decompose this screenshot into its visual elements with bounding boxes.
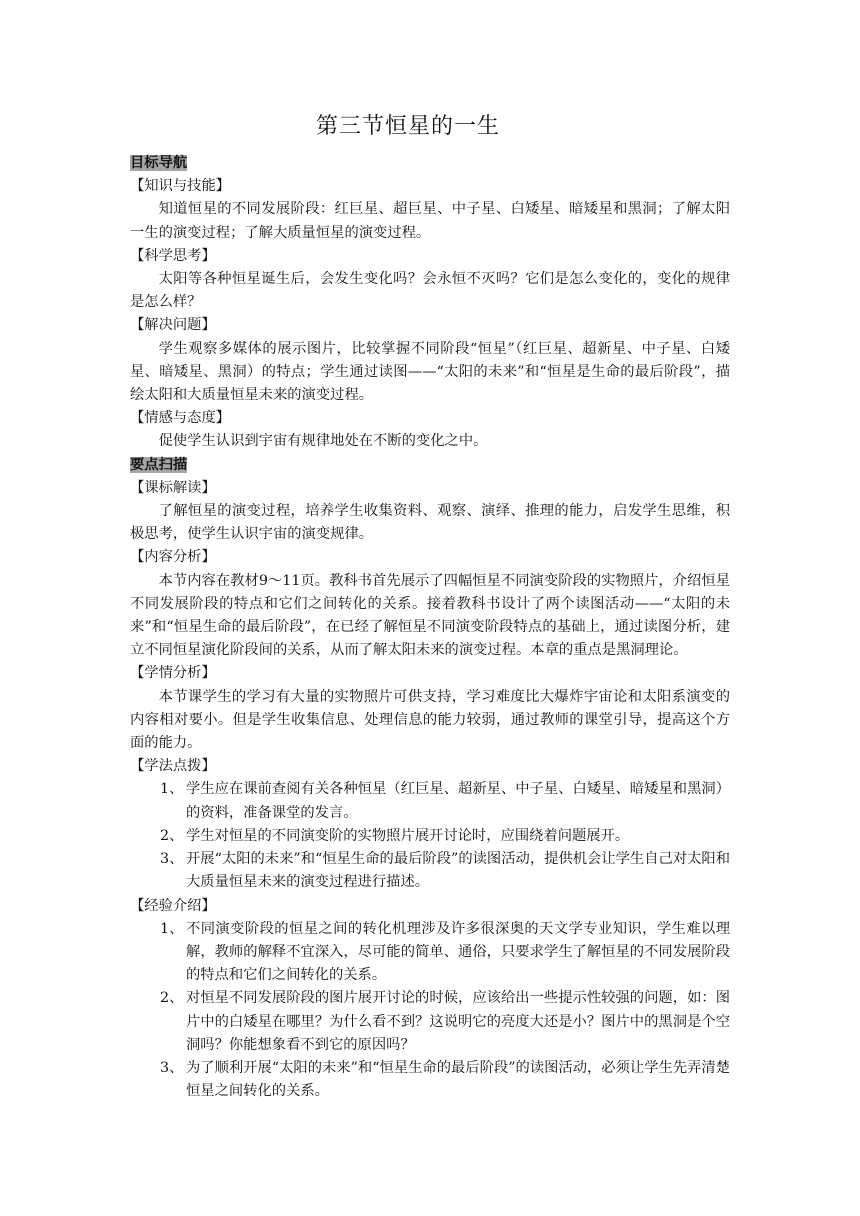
list-number: 1、 bbox=[160, 920, 184, 937]
subheading-knowledge: 【知识与技能】 bbox=[130, 178, 231, 195]
subheading-problem: 【解决问题】 bbox=[130, 317, 216, 334]
paragraph-thinking: 太阳等各种恒星诞生后，会发生变化吗？会永恒不灭吗？它们是怎么变化的，变化的规律是怎么样？ bbox=[130, 271, 730, 311]
list-item-methods-2 bbox=[130, 825, 730, 848]
page-title: 第三节恒星的一生 bbox=[315, 114, 500, 139]
list-item-experience-1 bbox=[130, 918, 730, 988]
section-heading-label: 要点扫描 bbox=[130, 456, 188, 473]
list-text: 开展“太阳的未来”和“恒星生命的最后阶段”的读图活动，提供机会让学生自己对太阳和大质量恒星未来的演变过程进行描述。 bbox=[186, 851, 730, 891]
list-item-experience-2 bbox=[130, 987, 730, 1057]
list-number: 3、 bbox=[160, 851, 184, 868]
list-number: 3、 bbox=[160, 1059, 184, 1076]
list-text: 学生应在课前查阅有关各种恒星（红巨星、超新星、中子星、白矮星、暗矮星和黑洞）的资料，准备课堂的发言。 bbox=[186, 781, 730, 821]
list-text: 为了顺利开展“太阳的未来”和“恒星生命的最后阶段”的读图活动，必须让学生先弄清楚恒星之间转化的关系。 bbox=[186, 1059, 730, 1100]
list-text: 对恒星不同发展阶段的图片展开讨论的时候，应该给出一些提示性较强的问题，如：图片中的白矮星在哪里？为什么看不到？这说明它的亮度大还是小？图片中的黑洞是个空洞吗？你能想象看不到它的原因吗？ bbox=[186, 990, 730, 1053]
paragraph-content: 本节内容在教材9～11页。教科书首先展示了四幅恒星不同演变阶段的实物照片，介绍恒星不同发展阶段的特点和它们之间转化的关系。接着教科书设计了两个读图活动——“太阳的未来”和“恒星生命的最后阶段”，在已经了解恒星不同演变阶段特点的基础上，通过读图分析，建立不同恒星演化阶段间的关系，从而了解太阳未来的演变过程。本章的重点是黑洞理论。 bbox=[130, 572, 730, 659]
paragraph-knowledge: 知道恒星的不同发展阶段：红巨星、超巨星、中子星、白矮星、暗矮星和黑洞；了解太阳一生的演变过程；了解大质量恒星的演变过程。 bbox=[130, 201, 730, 241]
list-number: 1、 bbox=[160, 781, 184, 798]
section-heading-goals bbox=[130, 152, 730, 175]
subheading-curriculum: 【课标解读】 bbox=[130, 479, 216, 496]
document-body bbox=[130, 152, 730, 1103]
subheading-content: 【内容分析】 bbox=[130, 549, 216, 566]
paragraph-problem: 学生观察多媒体的展示图片，比较掌握不同阶段“恒星”（红巨星、超新星、中子星、白矮星、暗矮星、黑洞）的特点；学生通过读图——“太阳的未来”和“恒星是生命的最后阶段”，描绘太阳和大质量恒星未来的演变过程。 bbox=[130, 340, 730, 404]
paragraph-students: 本节课学生的学习有大量的实物照片可供支持，学习难度比大爆炸宇宙论和太阳系演变的内容相对要小。但是学生收集信息、处理信息的能力较弱，通过教师的课堂引导，提高这个方面的能力。 bbox=[130, 688, 730, 752]
list-item-methods-1 bbox=[130, 778, 730, 824]
section-heading-label: 目标导航 bbox=[130, 155, 188, 171]
list-item-experience-3 bbox=[130, 1057, 730, 1103]
subheading-experience: 【经验介绍】 bbox=[130, 897, 216, 914]
paragraph-curriculum: 了解恒星的演变过程，培养学生收集资料、观察、演绎、推理的能力，启发学生思维，积极思考，使学生认识宇宙的演变规律。 bbox=[130, 503, 730, 543]
subheading-methods: 【学法点拨】 bbox=[130, 758, 216, 775]
subheading-thinking: 【科学思考】 bbox=[130, 247, 216, 264]
list-text: 学生对恒星的不同演变阶的实物照片展开讨论时，应围绕着问题展开。 bbox=[186, 827, 630, 844]
paragraph-attitude: 促使学生认识到宇宙有规律地处在不断的变化之中。 bbox=[158, 433, 488, 450]
list-item-methods-3 bbox=[130, 848, 730, 894]
section-heading-keypoints bbox=[130, 454, 730, 477]
list-number: 2、 bbox=[160, 990, 184, 1007]
subheading-attitude: 【情感与态度】 bbox=[130, 410, 231, 427]
subheading-students: 【学情分析】 bbox=[130, 665, 216, 682]
list-text: 不同演变阶段的恒星之间的转化机理涉及许多很深奥的天文学专业知识，学生难以理解，教师的解释不宜深入，尽可能的简单、通俗，只要求学生了解恒星的不同发展阶段的特点和它们之间转化的关系。 bbox=[186, 920, 730, 984]
list-number: 2、 bbox=[160, 827, 184, 844]
